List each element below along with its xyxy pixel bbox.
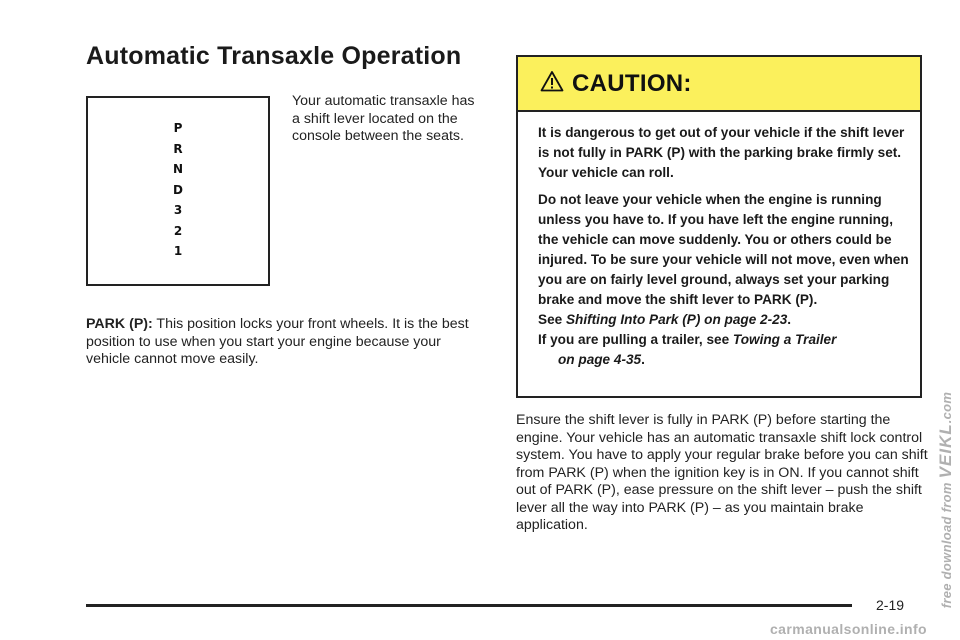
intro-paragraph: Your automatic transaxle has a shift lever located on the console between the seats.: [292, 93, 475, 144]
gear-letter-n: N: [172, 162, 184, 176]
caution-body: [518, 112, 920, 370]
watermark-suffix: .com: [939, 391, 954, 424]
gear-letter-d: D: [173, 182, 183, 197]
caution-box: [516, 55, 922, 398]
caution-paragraph-1: It is dangerous to get out of your vehicle if the shift lever is not fully in PARK (P) with the parking brake firmly set. Your vehicle can roll.: [538, 125, 905, 180]
caution-title: CAUTION:: [572, 69, 692, 97]
watermark-prefix: free download from: [939, 482, 954, 609]
see-prefix: See: [538, 312, 563, 327]
gear-letter-r: R: [173, 141, 183, 156]
gear-letter-2: 2: [173, 223, 183, 238]
warning-triangle-icon: [540, 70, 564, 97]
page-number: 2-19: [876, 597, 905, 613]
trailer-prefix: If you are pulling a trailer, see: [538, 332, 730, 347]
shift-lever-paragraph: Ensure the shift lever is fully in PARK (P) before starting the engine. Your vehicle has an automatic transaxle shift lock control system. You have to apply your regular brake before you can shift from PARK (P) when the ignition key is in ON. If you cannot shift out of PARK (P), ease pressure on the shift lever – push the shift lever all the way into PARK (P) – as you maintain brake application.: [516, 412, 928, 533]
see-suffix: .: [787, 312, 792, 327]
download-watermark: [936, 392, 956, 609]
park-text: This position locks your front wheels. It is the best position to use when you start your engine because your vehicle cannot move easily.: [86, 316, 469, 367]
gear-letter-1: 1: [173, 244, 183, 258]
caution-paragraph-2: [538, 190, 910, 370]
park-label: PARK (P):: [86, 316, 153, 332]
caution-header: [518, 57, 920, 112]
page-title: Automatic Transaxle Operation: [86, 42, 462, 70]
see-reference-link[interactable]: Shifting Into Park (P) on page 2-23: [565, 312, 788, 327]
trailer-suffix: .: [641, 352, 645, 367]
park-paragraph: [86, 316, 486, 369]
trailer-reference-continuation: [538, 350, 645, 370]
footer-rule: [86, 604, 852, 607]
gear-letter-3: 3: [173, 203, 183, 217]
gear-list: [88, 118, 268, 262]
footer-site-watermark: carmanualsonline.info: [770, 621, 927, 637]
gear-indicator-illustration: [86, 96, 270, 286]
trailer-reference-link-part-1[interactable]: Towing a Trailer: [732, 332, 837, 347]
trailer-reference-link-part-2[interactable]: on page 4-35: [558, 352, 642, 367]
watermark-brand: VEIKL: [936, 423, 955, 479]
caution-paragraph-2-text: Do not leave your vehicle when the engine is running unless you have to. If you have left the engine running, the vehicle can move suddenly. You or others could be injured. To be sure your vehicle will not move, even when you are on fairly level ground, always set your parking brake and move the shift lever to PARK (P).: [538, 192, 909, 307]
gear-letter-p: P: [173, 121, 183, 135]
